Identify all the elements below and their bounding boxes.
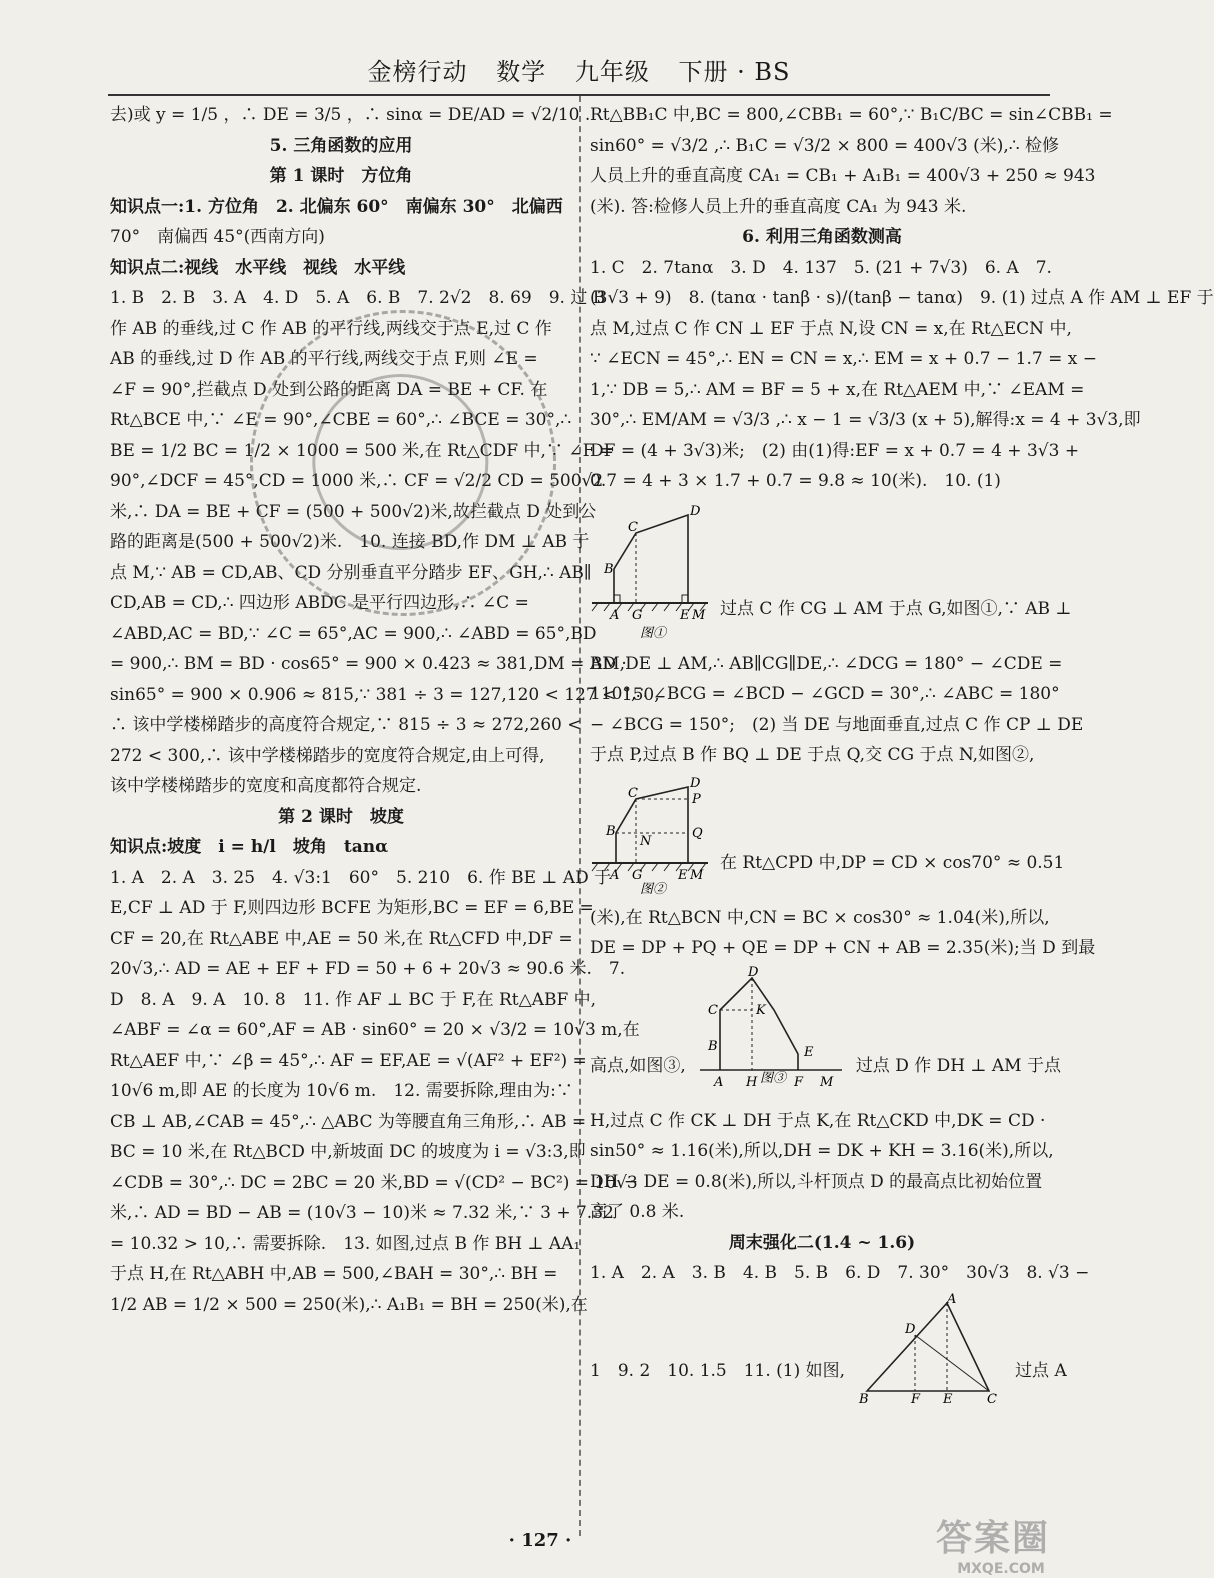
svg-text:H: H xyxy=(745,1074,758,1090)
page-number: · 127 · xyxy=(508,1530,572,1551)
svg-text:D: D xyxy=(747,964,759,980)
section-title: 6. 利用三角函数测高 xyxy=(742,227,902,247)
subject: 数学 xyxy=(496,58,547,86)
text-line: 点 M,过点 C 作 CN ⊥ EF 于点 N,设 CN = x,在 Rt△ECN 中, xyxy=(590,318,1072,339)
svg-text:E: E xyxy=(803,1044,814,1060)
svg-text:A: A xyxy=(713,1074,724,1090)
figure-2-diagram xyxy=(590,777,710,897)
text-line: Rt△AEF 中,∵ ∠β = 45°,∴ AF = EF,AE = √(AF² + EF²) = xyxy=(110,1050,587,1071)
svg-text:D: D xyxy=(690,775,701,791)
text-line: = 900,∴ BM = BD · cos65° = 900 × 0.423 ≈ 381,DM = BD · xyxy=(110,654,627,674)
text-line: ∠ABF = ∠α = 60°,AF = AB · sin60° = 20 × √3/2 = 10√3 m,在 xyxy=(110,1020,640,1040)
lesson-title: 第 1 课时 方位角 xyxy=(269,166,413,186)
watermark-main-text: 答案圈 xyxy=(936,1518,1051,1559)
svg-text:K: K xyxy=(755,1002,766,1018)
text-line: ∠F = 90°,拦截点 D 处到公路的距离 DA = BE + CF. 在 xyxy=(110,379,548,400)
watermark-sub-text: MXQE.COM xyxy=(957,1561,1045,1577)
svg-text:B: B xyxy=(606,823,616,839)
text-line: ∵ ∠ECN = 45°,∴ EN = CN = x,∴ EM = x + 0.7 − 1.7 = x − xyxy=(590,349,1097,369)
text-line: 1,∵ DB = 5,∴ AM = BF = 5 + x,在 Rt△AEM 中,∵ ∠EAM = xyxy=(590,379,1085,400)
figure-3-caption: 图③ xyxy=(759,1070,786,1086)
svg-text:B: B xyxy=(707,1038,718,1054)
figure-4-diagram xyxy=(855,1291,1005,1407)
svg-text:M: M xyxy=(692,607,706,623)
text-line: = 10.32 > 10,∴ 需要拆除. 13. 如图,过点 B 作 BH ⊥ AA₁ xyxy=(110,1233,581,1254)
volume: 下册 · BS xyxy=(678,58,791,86)
knowledge-point: 知识点:坡度 i = h/l 坡角 tanα xyxy=(110,837,389,857)
text-line: H,过点 C 作 CK ⊥ DH 于点 K,在 Rt△CKD 中,DK = CD · xyxy=(590,1110,1046,1131)
text-line: (3√3 + 9) 8. (tanα · tanβ · s)/(tanβ − tanα) 9. (1) 过点 A 作 AM ⊥ EF 于 xyxy=(590,288,1214,308)
text-line: 90°,∠DCF = 45°,CD = 1000 米,∴ CF = √2/2 CD = 500√2 xyxy=(110,471,604,491)
text-line: 作 AB 的垂线,过 C 作 AB 的平行线,两线交于点 E,过 C 作 xyxy=(110,318,552,339)
text-line: CD,AB = CD,∴ 四边形 ABDC 是平行四边形,∴ ∠C = xyxy=(110,593,529,613)
text-line: ∠ABD,AC = BD,∵ ∠C = 65°,AC = 900,∴ ∠ABD = 65°,BD xyxy=(110,623,597,644)
figure-3-diagram xyxy=(696,964,846,1100)
text-line: sin60° = √3/2 ,∴ B₁C = √3/2 × 800 = 400√3 (米),∴ 检修 xyxy=(590,135,1060,156)
svg-text:C: C xyxy=(628,785,638,801)
section-title: 周末强化二(1.4 ~ 1.6) xyxy=(728,1232,916,1253)
text-line: 路的距离是(500 + 500√2)米. 10. 连接 BD,作 DM ⊥ AB 于 xyxy=(110,532,590,552)
text-line: 20√3,∴ AD = AE + EF + FD = 50 + 6 + 20√3 ≈ 90.6 米. 7. xyxy=(110,959,626,979)
svg-text:B: B xyxy=(604,561,614,577)
svg-text:C: C xyxy=(707,1002,718,1018)
text-line: 于点 H,在 Rt△ABH 中,AB = 500,∠BAH = 30°,∴ BH = xyxy=(110,1264,558,1284)
svg-text:E: E xyxy=(943,1391,953,1407)
text-line: − ∠BCG = 150°; (2) 当 DE 与地面垂直,过点 C 作 CP ⊥ DE xyxy=(590,714,1084,735)
figure-1-row xyxy=(590,503,1072,643)
svg-text:A: A xyxy=(947,1291,957,1307)
text-line: 过点 A xyxy=(1015,1361,1067,1381)
text-line: (米). 答:检修人员上升的垂直高度 CA₁ 为 943 米. xyxy=(590,196,967,217)
svg-text:P: P xyxy=(692,791,701,807)
text-line: sin50° ≈ 1.16(米),所以,DH = DK + KH = 3.16(米),所以, xyxy=(590,1141,1054,1161)
text-line: ∠CDB = 30°,∴ DC = 2BC = 20 米,BD = √(CD² − BC²) = 10√3 xyxy=(110,1172,638,1193)
text-line: 1 9. 2 10. 1.5 11. (1) 如图, xyxy=(590,1361,846,1381)
grade: 九年级 xyxy=(574,58,650,86)
column-divider xyxy=(579,96,581,1536)
text-line: 去)或 y = 1/5 ，∴ DE = 3/5 ，∴ sinα = DE/AD = √2/10 . xyxy=(110,105,591,125)
svg-text:Q: Q xyxy=(692,825,703,841)
right-column xyxy=(590,100,1214,1411)
section-title: 5. 三角函数的应用 xyxy=(269,135,413,156)
svg-text:E: E xyxy=(678,867,688,883)
text-line: 在 Rt△CPD 中,DP = CD × cos70° ≈ 0.51 xyxy=(720,853,1065,873)
text-line: Rt△BCE 中,∵ ∠E = 90°,∠CBE = 60°,∴ ∠BCE = 30°,∴ xyxy=(110,410,572,430)
text-line: 30°,∴ EM/AM = √3/3 ,∴ x − 1 = √3/3 (x + 5),解得:x = 4 + 3√3,即 xyxy=(590,410,1141,430)
text-line: DF = (4 + 3√3)米; (2) 由(1)得:EF = x + 0.7 = 4 + 3√3 + xyxy=(590,440,1080,461)
text-line: 70° 南偏西 45°(西南方向) xyxy=(110,227,325,247)
knowledge-point: 知识点一:1. 方位角 2. 北偏东 60° 南偏东 30° 北偏西 xyxy=(110,196,563,217)
text-line: 1. B 2. B 3. A 4. D 5. A 6. B 7. 2√2 8. 69 9. 过 B xyxy=(110,288,606,308)
svg-text:G: G xyxy=(632,607,643,623)
text-line: 1. C 2. 7tanα 3. D 4. 137 5. (21 + 7√3) 6. A 7. xyxy=(590,257,1052,278)
svg-text:M: M xyxy=(819,1074,834,1090)
text-line: 高点,如图③, xyxy=(590,1056,686,1076)
text-line: D 8. A 9. A 10. 8 11. 作 AF ⊥ BC 于 F,在 Rt△ABF 中, xyxy=(110,989,597,1010)
svg-text:M: M xyxy=(690,867,704,883)
text-line: 110°,∴ ∠BCG = ∠BCD − ∠GCD = 30°,∴ ∠ABC = 180° xyxy=(590,684,1060,704)
lesson-title: 第 2 课时 坡度 xyxy=(278,806,404,827)
figure-2-caption: 图② xyxy=(640,881,667,897)
text-line: Rt△BB₁C 中,BC = 800,∠CBB₁ = 60°,∵ B₁C/BC = sin∠CBB₁ = xyxy=(590,105,1113,125)
text-line: 过点 C 作 CG ⊥ AM 于点 G,如图①,∵ AB ⊥ xyxy=(720,599,1072,619)
text-line: ∴ 该中学楼梯踏步的高度符合规定,∵ 815 ÷ 3 ≈ 272,260 < xyxy=(110,715,582,735)
figure-3-row xyxy=(590,964,1061,1100)
text-line: E,CF ⊥ AD 于 F,则四边形 BCFE 为矩形,BC = EF = 6,BE = xyxy=(110,898,594,918)
page-header xyxy=(108,52,1050,96)
book-series: 金榜行动 xyxy=(367,58,468,86)
text-line: 于点 P,过点 B 作 BQ ⊥ DE 于点 Q,交 CG 于点 N,如图②, xyxy=(590,745,1035,765)
text-line: CF = 20,在 Rt△ABE 中,AE = 50 米,在 Rt△CFD 中,DF = xyxy=(110,928,573,949)
svg-text:B: B xyxy=(859,1391,869,1407)
knowledge-point: 知识点二:视线 水平线 视线 水平线 xyxy=(110,257,406,278)
svg-text:C: C xyxy=(987,1391,998,1407)
text-line: 10√6 m,即 AE 的长度为 10√6 m. 12. 需要拆除,理由为:∵ xyxy=(110,1081,573,1101)
text-line: 1. A 2. A 3. B 4. B 5. B 6. D 7. 30° 30√3 8. √3 − xyxy=(590,1263,1090,1283)
text-line: 人员上升的垂直高度 CA₁ = CB₁ + A₁B₁ = 400√3 + 250 ≈ 943 xyxy=(590,166,1096,186)
text-line: sin65° = 900 × 0.906 ≈ 815,∵ 381 ÷ 3 = 127,120 < 127 < 150, xyxy=(110,684,660,705)
text-line: 该中学楼梯踏步的宽度和高度都符合规定. xyxy=(110,776,422,796)
svg-text:E: E xyxy=(680,607,690,623)
figure-4-row xyxy=(590,1291,1067,1407)
text-line: 点 M,∵ AB = CD,AB、CD 分别垂直平分踏步 EF、GH,∴ AB∥ xyxy=(110,562,592,583)
svg-text:A: A xyxy=(610,607,620,623)
svg-text:F: F xyxy=(911,1391,921,1407)
text-line: DH − DE = 0.8(米),所以,斗杆顶点 D 的最高点比初始位置 xyxy=(590,1171,1043,1192)
figure-1-caption: 图① xyxy=(640,625,667,641)
text-line: CB ⊥ AB,∠CAB = 45°,∴ △ABC 为等腰直角三角形,∴ AB = xyxy=(110,1111,587,1132)
text-line: 米,∴ DA = BE + CF = (500 + 500√2)米,故拦截点 D 处到公 xyxy=(110,501,597,522)
text-line: 0.7 = 4 + 3 × 1.7 + 0.7 = 9.8 ≈ 10(米). 10. (1) xyxy=(590,471,1001,491)
svg-text:A: A xyxy=(610,867,620,883)
text-line: BE = 1/2 BC = 1/2 × 1000 = 500 米,在 Rt△CDF 中,∵ ∠F = xyxy=(110,440,615,461)
text-line: (米),在 Rt△BCN 中,CN = BC × cos30° ≈ 1.04(米),所以, xyxy=(590,907,1050,928)
text-line: 1/2 AB = 1/2 × 500 = 250(米),∴ A₁B₁ = BH = 250(米),在 xyxy=(110,1294,588,1315)
text-line: 1. A 2. A 3. 25 4. √3:1 60° 5. 210 6. 作 BE ⊥ AD 于 xyxy=(110,867,612,888)
text-line: 272 < 300,∴ 该中学楼梯踏步的宽度符合规定,由上可得, xyxy=(110,745,545,766)
svg-text:N: N xyxy=(640,833,652,849)
text-line: 米,∴ AD = BD − AB = (10√3 − 10)米 ≈ 7.32 米,∵ 3 + 7.32 xyxy=(110,1203,614,1223)
text-line: DE = DP + PQ + QE = DP + CN + AB = 2.35(米);当 D 到最 xyxy=(590,938,1096,958)
text-line: 高了 0.8 米. xyxy=(590,1202,685,1222)
svg-text:F: F xyxy=(793,1074,803,1090)
svg-text:D: D xyxy=(690,503,701,519)
svg-text:C: C xyxy=(628,519,638,535)
figure-1-diagram xyxy=(590,503,710,643)
figure-2-row xyxy=(590,775,1065,897)
text-line: BC = 10 米,在 Rt△BCD 中,新坡面 DC 的坡度为 i = √3:3,即 xyxy=(110,1142,586,1162)
watermark-logo xyxy=(936,1510,1066,1577)
svg-text:D: D xyxy=(905,1321,916,1337)
text-line: AB 的垂线,过 D 作 AB 的平行线,两线交于点 F,则 ∠E = xyxy=(110,349,538,369)
text-line: AM,DE ⊥ AM,∴ AB∥CG∥DE,∴ ∠DCG = 180° − ∠CDE = xyxy=(590,653,1063,674)
text-line: 过点 D 作 DH ⊥ AM 于点 xyxy=(855,1056,1061,1076)
svg-text:G: G xyxy=(632,867,643,883)
